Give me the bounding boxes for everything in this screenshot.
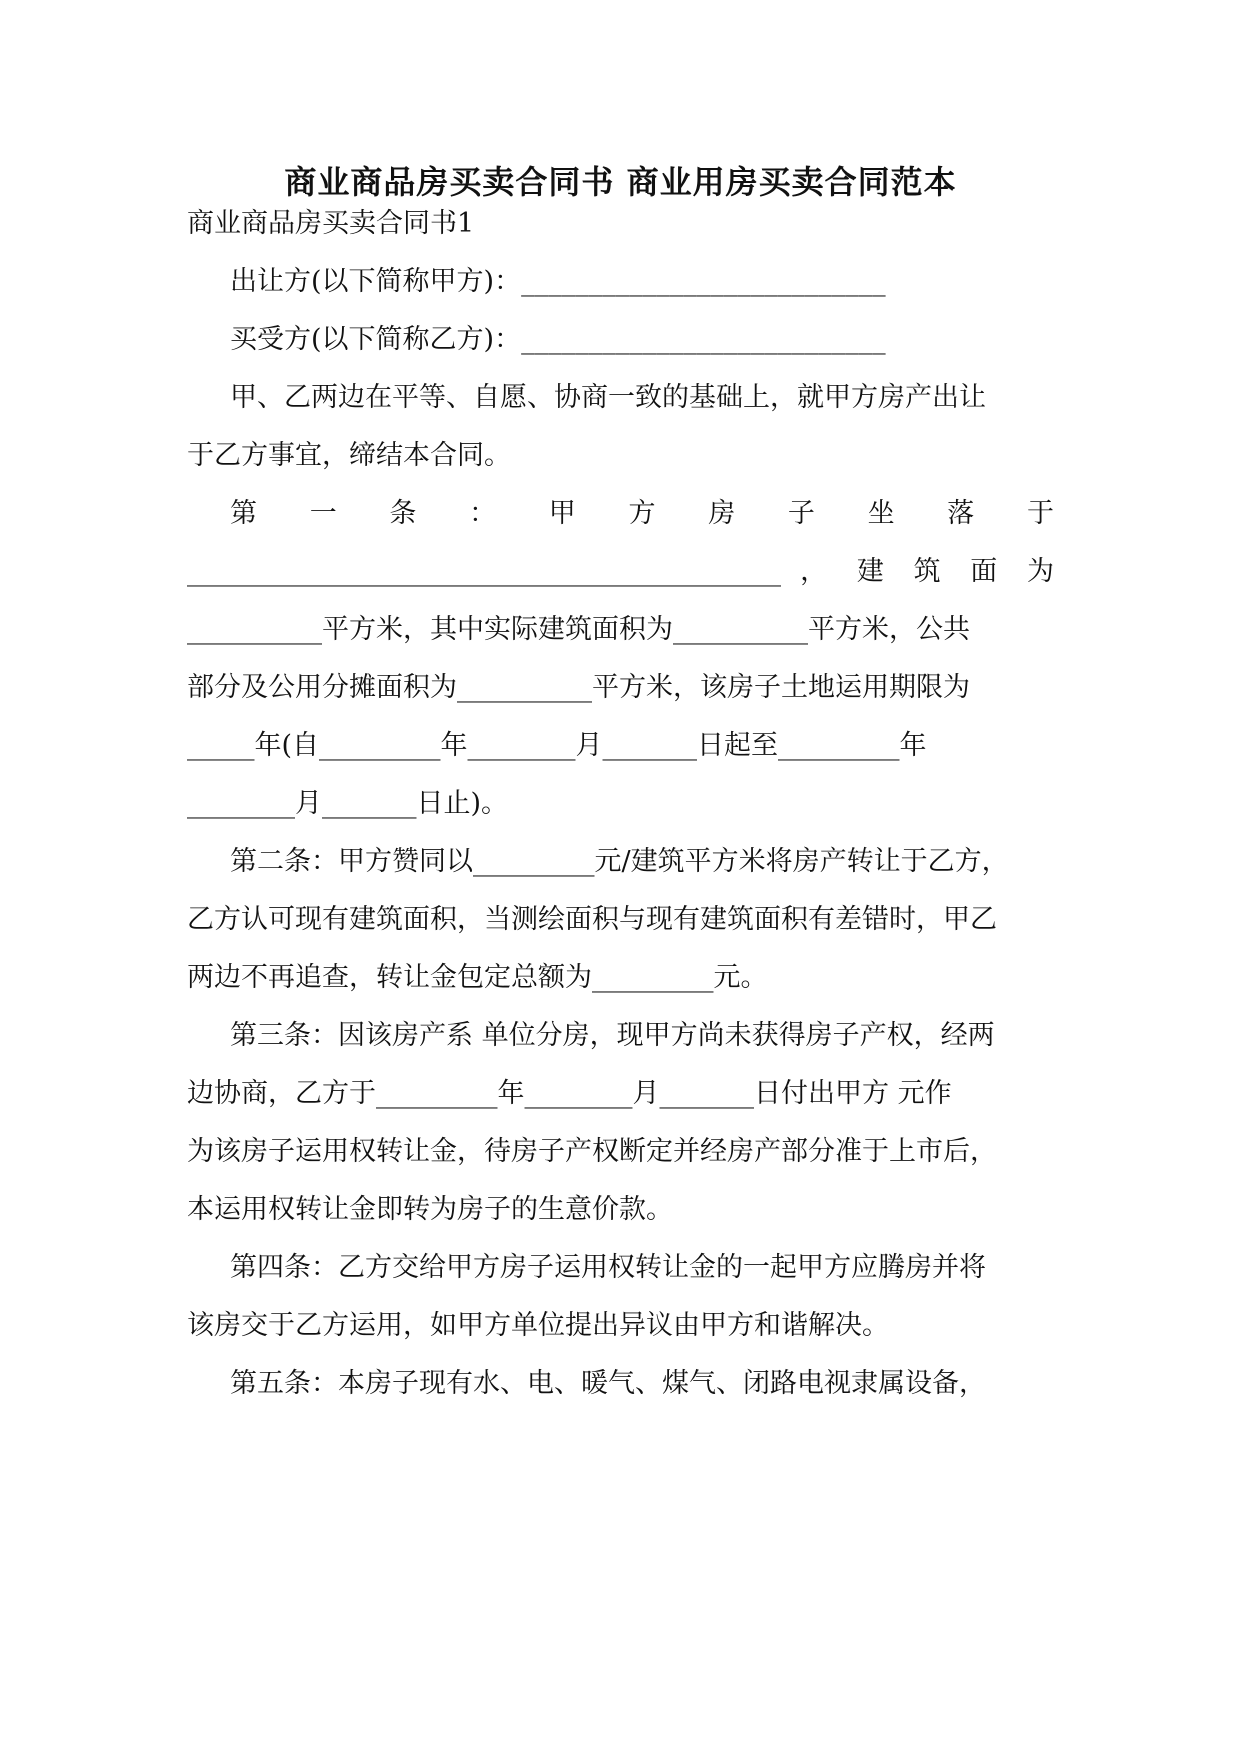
paragraph-line: __________平方米，其中实际建筑面积为__________平方米，公共 [187, 614, 970, 645]
paragraph-line: 第五条：本房子现有水、电、暖气、煤气、闭路电视隶属设备， [230, 1368, 986, 1399]
paragraph-line: 第三条：因该房产系 单位分房，现甲方尚未获得房子产权，经两 [230, 1020, 995, 1051]
paragraph-line: 第四条：乙方交给甲方房子运用权转让金的一起甲方应腾房并将 [230, 1252, 986, 1283]
document-subtitle: 商业商品房买卖合同书1 [187, 208, 475, 239]
paragraph-line: 部分及公用分摊面积为__________平方米，该房子土地运用期限为 [187, 672, 970, 703]
paragraph-line: 两边不再追查，转让金包定总额为_________元。 [187, 962, 768, 993]
document-title: 商业商品房买卖合同书 商业用房买卖合同范本 [284, 163, 957, 201]
paragraph-line: 该房交于乙方运用，如甲方单位提出异议由甲方和谐解决。 [187, 1310, 889, 1341]
paragraph-line: 第 一 条 ： 甲 方 房 子 坐 落 于 [230, 498, 1054, 529]
paragraph-line: 于乙方事宜，缔结本合同。 [187, 440, 511, 471]
paragraph-line: 边协商，乙方于_________年________月_______日付出甲方 元作 [187, 1078, 952, 1109]
paragraph-line: 本运用权转让金即转为房子的生意价款。 [187, 1194, 673, 1225]
paragraph-line: 买受方(以下简称乙方)：___________________________ [230, 324, 886, 355]
paragraph-line: ____________________________________________ ， 建 筑 面 为 [187, 556, 1054, 587]
paragraph-line: 第二条：甲方赞同以_________元/建筑平方米将房产转让于乙方， [230, 846, 1009, 877]
paragraph-line: _____年(自_________年________月_______日起至_________年 [187, 730, 927, 761]
paragraph-line: 为该房子运用权转让金，待房子产权断定并经房产部分准于上市后， [187, 1136, 997, 1167]
paragraph-line: 出让方(以下简称甲方)：___________________________ [230, 266, 886, 297]
paragraph-line: 甲、乙两边在平等、自愿、协商一致的基础上，就甲方房产出让 [230, 382, 986, 413]
paragraph-line: ________月_______日止)。 [187, 788, 509, 819]
paragraph-line: 乙方认可现有建筑面积，当测绘面积与现有建筑面积有差错时，甲乙 [187, 904, 997, 935]
